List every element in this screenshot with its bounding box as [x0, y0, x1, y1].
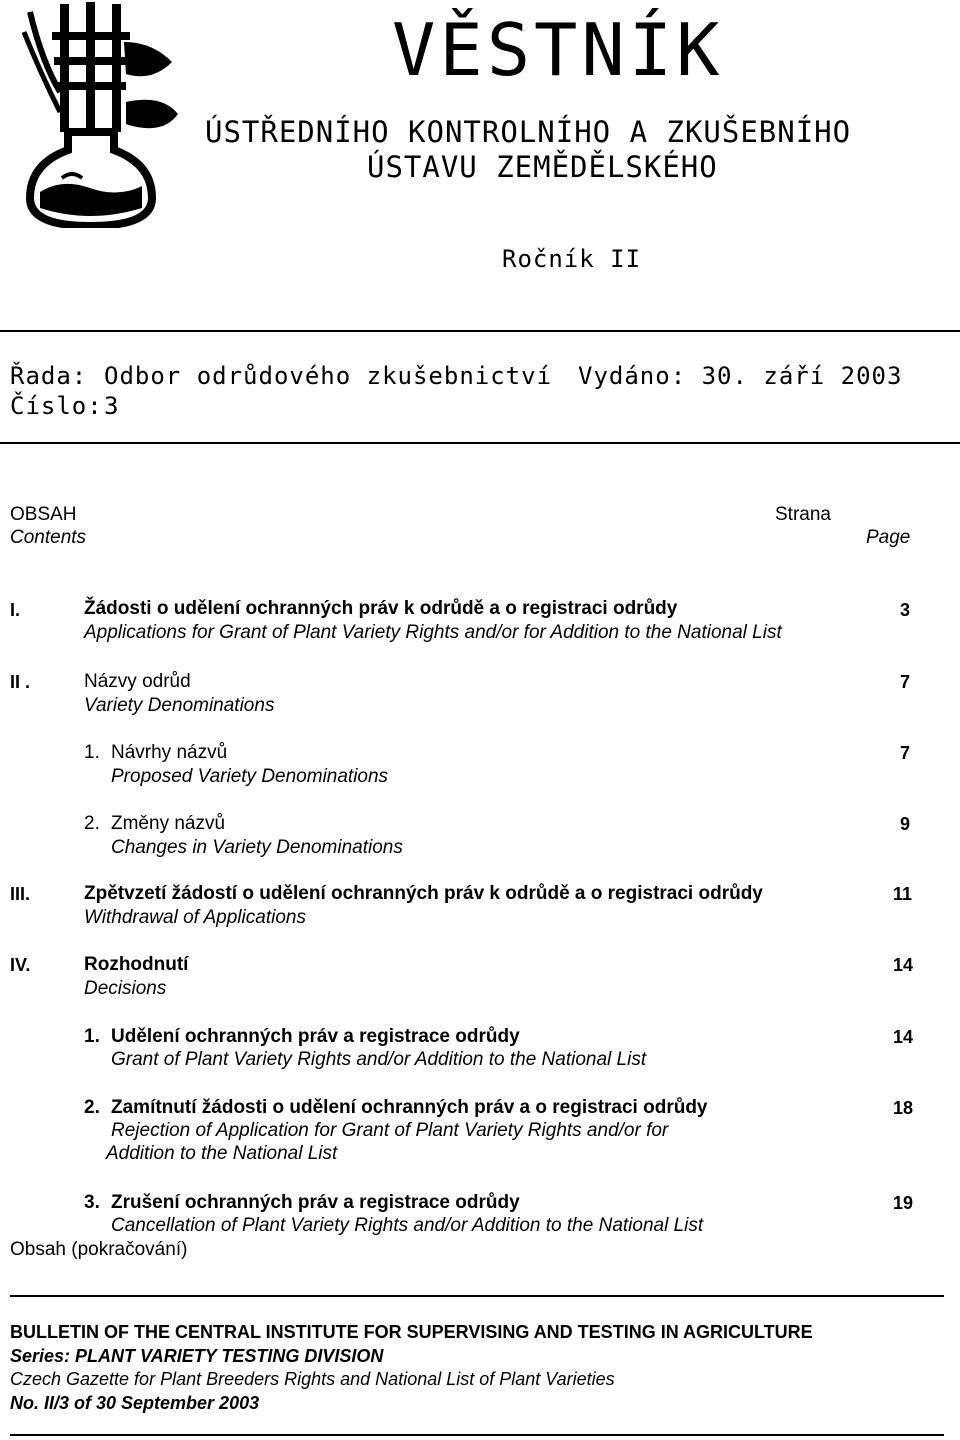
volume: Ročník II: [502, 245, 642, 273]
toc-title-en: Decisions: [84, 978, 167, 999]
series-en: Series: PLANT VARIETY TESTING DIVISION: [10, 1346, 384, 1366]
toc-title-en: Cancellation of Plant Variety Rights and/or Addition to the National List: [111, 1215, 704, 1236]
toc-title-en: Rejection of Application for Grant of Plant Variety Rights and/or for: [111, 1120, 669, 1141]
toc-page: 9: [900, 814, 911, 834]
toc-title-cz: Rozhodnutí: [84, 954, 189, 975]
toc-title-en: Applications for Grant of Plant Variety Rights and/or for Addition to the National List: [84, 622, 782, 643]
divider: [0, 330, 960, 332]
divider: [0, 442, 960, 444]
contents-heading-en: Contents: [10, 527, 87, 548]
bulletin-title: VĚSTNÍK: [392, 8, 724, 92]
toc-number: III.: [10, 884, 31, 904]
toc-title-cz: Návrhy názvů: [111, 742, 228, 763]
toc-number: 3.: [84, 1192, 100, 1213]
number-value: 3: [104, 392, 120, 420]
toc-title-cz: Zamítnutí žádosti o udělení ochranných práv a o registraci odrůdy: [111, 1097, 708, 1118]
contents-continued: Obsah (pokračování): [10, 1239, 188, 1260]
toc-page: 7: [900, 743, 911, 763]
toc-page: 18: [893, 1098, 914, 1118]
toc-title-en: Changes in Variety Denominations: [111, 837, 403, 858]
institute-logo: [22, 2, 182, 228]
bulletin-name-en: BULLETIN OF THE CENTRAL INSTITUTE FOR SUPERVISING AND TESTING IN AGRICULTURE: [10, 1322, 813, 1342]
toc-number: IV.: [10, 955, 31, 975]
toc-number: 2.: [84, 813, 100, 834]
toc-page: 7: [900, 672, 911, 692]
toc-title-cz: Zpětvzetí žádostí o udělení ochranných práv k odrůdě a o registraci odrůdy: [84, 883, 763, 904]
toc-title-cz: Zrušení ochranných práv a registrace odrůdy: [111, 1192, 520, 1213]
toc-title-en: Grant of Plant Variety Rights and/or Addition to the National List: [111, 1049, 647, 1070]
toc-number: 1.: [84, 742, 100, 763]
issue-en: No. II/3 of 30 September 2003: [10, 1393, 260, 1413]
toc-title-cz: Názvy odrůd: [84, 671, 191, 692]
toc-number: I.: [10, 600, 21, 620]
institute-name-line1: ÚSTŘEDNÍHO KONTROLNÍHO A ZKUŠEBNÍHO: [205, 115, 852, 149]
toc-title-cz: Udělení ochranných práv a registrace odrůdy: [111, 1026, 520, 1047]
toc-page: 14: [893, 1027, 914, 1047]
divider: [10, 1295, 944, 1297]
toc-page: 11: [893, 884, 913, 904]
series-value: Odbor odrůdového zkušebnictví: [104, 362, 553, 390]
toc-number: 1.: [84, 1026, 100, 1047]
number-label: Číslo:: [10, 392, 103, 420]
toc-page: 14: [893, 955, 914, 975]
toc-page: 3: [900, 600, 911, 620]
toc-number: II .: [10, 672, 31, 692]
toc-title-cz: Změny názvů: [111, 813, 226, 834]
divider: [10, 1434, 944, 1436]
toc-title-en-cont: Addition to the National List: [106, 1143, 338, 1164]
toc-title-en: Withdrawal of Applications: [84, 907, 306, 928]
toc-number: 2.: [84, 1097, 100, 1118]
gazette-en: Czech Gazette for Plant Breeders Rights and National List of Plant Varieties: [10, 1369, 615, 1389]
toc-title-en: Proposed Variety Denominations: [111, 766, 389, 787]
toc-page: 19: [893, 1193, 914, 1213]
institute-name-line2: ÚSTAVU ZEMĚDĚLSKÉHO: [367, 150, 718, 184]
page-heading: Strana: [775, 504, 831, 525]
issue-date: Vydáno: 30. září 2003: [578, 362, 903, 390]
contents-heading: OBSAH: [10, 504, 77, 525]
series-label: Řada:: [10, 362, 88, 390]
toc-title-en: Variety Denominations: [84, 695, 275, 716]
page-heading-en: Page: [866, 527, 911, 548]
toc-title-cz: Žádosti o udělení ochranných práv k odrůdě a o registraci odrůdy: [84, 598, 678, 619]
